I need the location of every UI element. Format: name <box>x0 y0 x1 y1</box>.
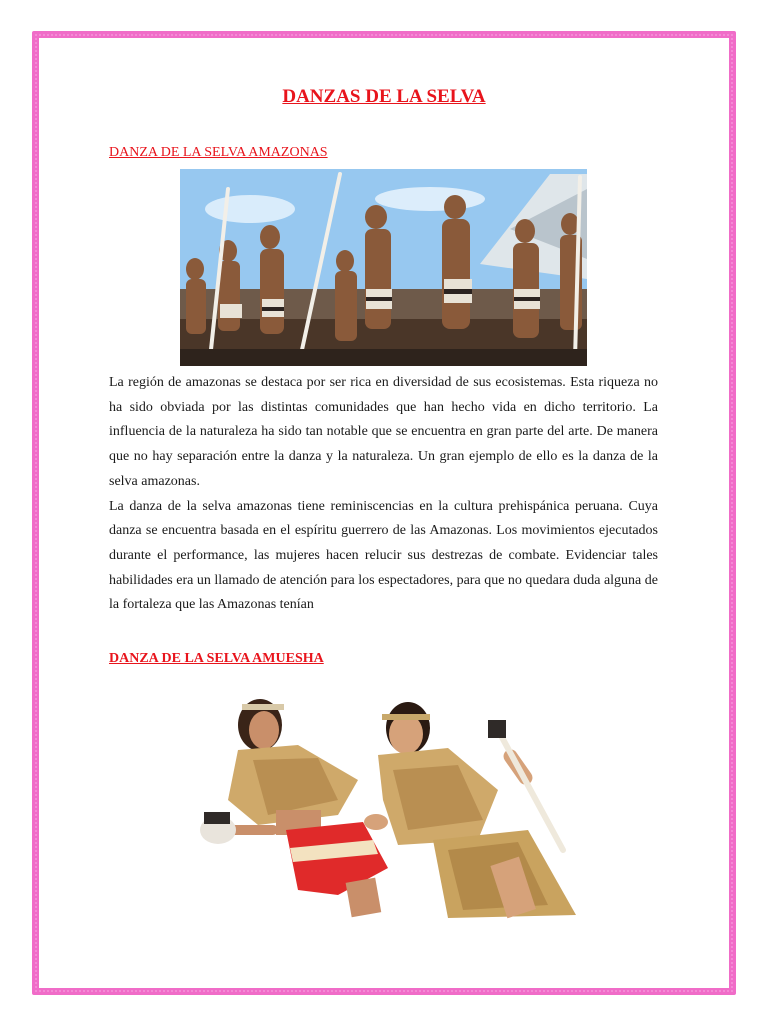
amazonas-dance-photo <box>180 169 587 366</box>
amazonas-description <box>109 371 658 618</box>
paragraph: La región de amazonas se destaca por ser rica en diversidad de sus ecosistemas. Esta riqueza no ha sido obviada por las distintas comunidades que han hecho vida en dicho territorio. La influencia de la naturaleza ha sido tan notable que se encuentra en gran parte del arte. De manera que no hay separación entre la danza y la naturaleza. Un gran ejemplo de ello es la danza de la selva amazonas. <box>109 375 658 489</box>
section-heading-amuesha: DANZA DE LA SELVA AMUESHA <box>109 651 324 666</box>
page-title: DANZAS DE LA SELVA <box>282 86 486 107</box>
amuesha-dance-photo <box>198 690 578 920</box>
section-heading-amazonas: DANZA DE LA SELVA AMAZONAS <box>109 145 328 160</box>
paragraph: La danza de la selva amazonas tiene reminiscencias en la cultura prehispánica peruana. Cuya danza se encuentra basada en el espíritu guerrero de las Amazonas. Los movimientos ejecutados durante el performance, las mujeres hacen relucir sus destrezas de combate. Evidenciar tales habilidades era un llamado de atención para los espectadores, para que no quedara duda alguna de la fortaleza que las Amazonas tenían <box>109 498 658 613</box>
